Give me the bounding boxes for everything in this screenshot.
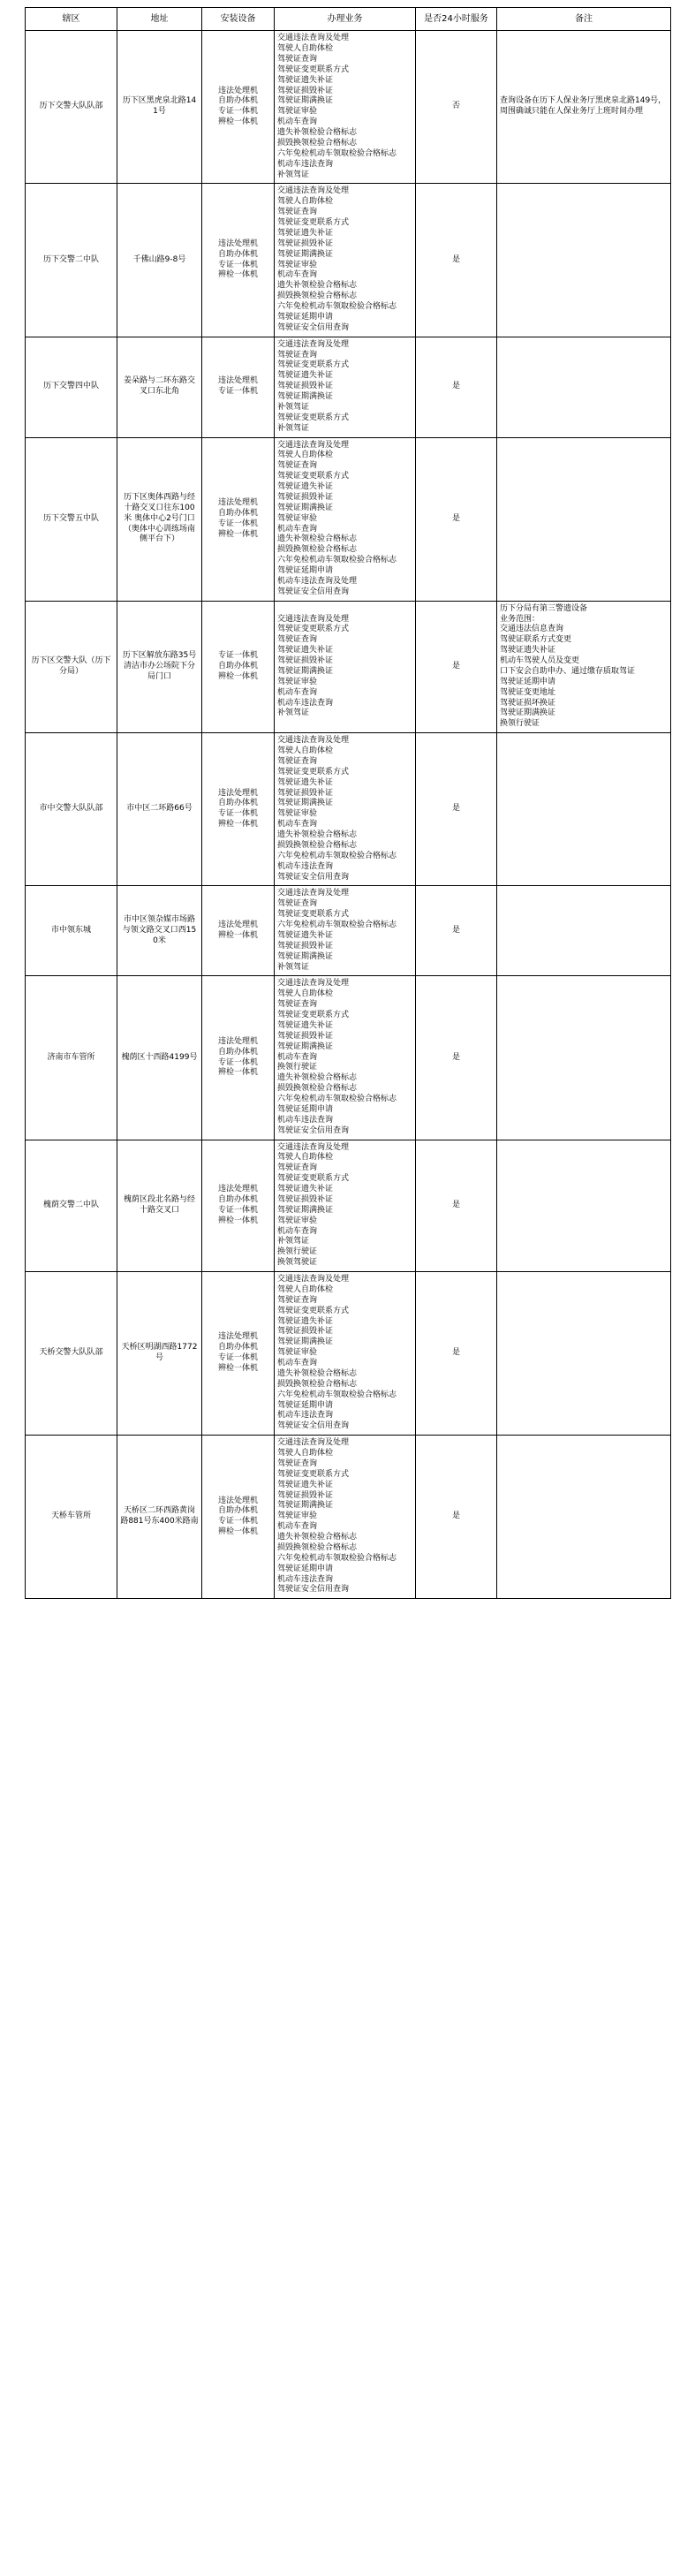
service-points-table (25, 7, 671, 1599)
cell-device: 违法处理机 自助办体机 专证一体机 辨检一体机 (202, 1272, 275, 1436)
column-header-device: 安装设备 (202, 8, 275, 31)
cell-device: 违法处理机 自助办体机 专证一体机 辨检一体机 (202, 1140, 275, 1272)
column-header-district: 辖区 (26, 8, 117, 31)
cell-address: 天桥区二环西路黄岗路881号东400米路南 (117, 1436, 202, 1599)
cell-district: 市中领东城 (26, 886, 117, 976)
cell-address: 历下区黑虎泉北路141号 (117, 31, 202, 184)
cell-address: 市中区二环路66号 (117, 733, 202, 886)
column-header-service: 是否24小时服务 (416, 8, 497, 31)
cell-device: 违法处理机 专证一体机 (202, 337, 275, 437)
cell-business: 交通违法查询及处理 驾驶证查询 驾驶证变更联系方式 六年免检机动车领取检验合格标志 驾驶证遗失补证 驾驶证损毁补证 驾驶证期满换证 补领驾证 (275, 886, 416, 976)
cell-business: 交通违法查询及处理 驾驶人自助体检 驾驶证查询 驾驶证变更联系方式 驾驶证遗失补证 驾驶证损毁补证 驾驶证期满换证 驾驶证审验 机动车查询 遗失补领检验合格标志 损毁换领检验合格标志 六年免检机动车领取检验合格标志 驾驶证延期申请 机动车违法查询及处理 驾驶证安全信用查询 (275, 437, 416, 601)
cell-business: 交通违法查询及处理 驾驶人自助体检 驾驶证查询 驾驶证变更联系方式 驾驶证遗失补证 驾驶证损毁补证 驾驶证期满换证 驾驶证审验 机动车查询 遗失补领检验合格标志 损毁换领检验合格标志 六年免检机动车领取检验合格标志 驾驶证延期申请 驾驶证安全信用查询 (275, 184, 416, 337)
table-row (26, 601, 671, 733)
cell-service: 是 (416, 1140, 497, 1272)
cell-business: 交通违法查询及处理 驾驶人自助体检 驾驶证查询 驾驶证变更联系方式 驾驶证遗失补证 驾驶证损毁补证 驾驶证期满换证 驾驶证审验 机动车查询 遗失补领检验合格标志 损毁换领检验合格标志 六年免检机动车领取检验合格标志 驾驶证延期申请 机动车违法查询 驾驶证安全信用查询 (275, 1272, 416, 1436)
cell-device: 违法处理机 自助办体机 专证一体机 辨检一体机 (202, 437, 275, 601)
cell-address: 天桥区明湖西路1772号 (117, 1272, 202, 1436)
table-row (26, 31, 671, 184)
table-row (26, 1272, 671, 1436)
cell-device: 违法处理机 自助办体机 专证一体机 辨检一体机 (202, 184, 275, 337)
cell-district: 历下交警大队队部 (26, 31, 117, 184)
cell-service: 是 (416, 437, 497, 601)
cell-service: 是 (416, 733, 497, 886)
table-row (26, 886, 671, 976)
cell-service: 是 (416, 1436, 497, 1599)
cell-note (497, 437, 671, 601)
cell-note (497, 733, 671, 886)
cell-business: 交通违法查询及处理 驾驶证变更联系方式 驾驶证查询 驾驶证遗失补证 驾驶证损毁补证 驾驶证期满换证 驾驶证审验 机动车查询 机动车违法查询 补领驾证 (275, 601, 416, 733)
cell-district: 历下交警五中队 (26, 437, 117, 601)
table-header-row (26, 8, 671, 31)
cell-district: 槐荫交警二中队 (26, 1140, 117, 1272)
cell-service: 是 (416, 337, 497, 437)
cell-address: 千佛山路9-8号 (117, 184, 202, 337)
table-row (26, 1436, 671, 1599)
cell-service: 是 (416, 184, 497, 337)
cell-device: 违法处理机 自助办体机 专证一体机 辨检一体机 (202, 31, 275, 184)
cell-note: 历下分局有第三警遗设备 业务范围： 交通违法信息查询 驾驶证联系方式变更 驾驶证遗失补证 机动车驾驶人员及变更 口下安会自助申办、通过缴存质取驾证 驾驶证延期申请 驾驶证变更地址 驾驶证损坏换证 驾驶证期满换证 换领行驶证 (497, 601, 671, 733)
cell-district: 历下交警四中队 (26, 337, 117, 437)
cell-district: 市中交警大队队部 (26, 733, 117, 886)
cell-business: 交通违法查询及处理 驾驶人自助体检 驾驶证查询 驾驶证变更联系方式 驾驶证遗失补证 驾驶证损毁补证 驾驶证期满换证 驾驶证审验 机动车查询 遗失补领检验合格标志 损毁换领检验合格标志 六年免检机动车领取检验合格标志 驾驶证延期申请 机动车违法查询 驾驶证安全信用查询 (275, 1436, 416, 1599)
cell-note (497, 184, 671, 337)
column-header-note: 备注 (497, 8, 671, 31)
cell-district: 历下交警二中队 (26, 184, 117, 337)
table-row (26, 733, 671, 886)
cell-device: 专证一体机 自助办体机 辨检一体机 (202, 601, 275, 733)
table-header (26, 8, 671, 31)
cell-service: 是 (416, 1272, 497, 1436)
cell-business: 交通违法查询及处理 驾驶人自助体检 驾驶证查询 驾驶证变更联系方式 驾驶证遗失补证 驾驶证损毁补证 驾驶证期满换证 驾驶证审验 机动车查询 遗失补领检验合格标志 损毁换领检验合格标志 六年免检机动车领取检验合格标志 机动车违法查询 补领驾证 (275, 31, 416, 184)
cell-note (497, 1436, 671, 1599)
cell-note (497, 337, 671, 437)
cell-device: 违法处理机 自助办体机 专证一体机 辨检一体机 (202, 1436, 275, 1599)
cell-device: 违法处理机 自助办体机 专证一体机 辨检一体机 (202, 733, 275, 886)
cell-service: 否 (416, 31, 497, 184)
cell-business: 交通违法查询及处理 驾驶人自助体检 驾驶证查询 驾驶证变更联系方式 驾驶证遗失补证 驾驶证损毁补证 驾驶证期满换证 驾驶证审验 机动车查询 遗失补领检验合格标志 损毁换领检验合格标志 六年免检机动车领取检验合格标志 机动车违法查询 驾驶证安全信用查询 (275, 733, 416, 886)
cell-district: 济南市车管所 (26, 976, 117, 1140)
table-row (26, 1140, 671, 1272)
column-header-address: 地址 (117, 8, 202, 31)
table-row (26, 184, 671, 337)
cell-business: 交通违法查询及处理 驾驶人自助体检 驾驶证查询 驾驶证变更联系方式 驾驶证遗失补证 驾驶证损毁补证 驾驶证期满换证 驾驶证审验 机动车查询 补领驾证 换领行驶证 换领驾驶证 (275, 1140, 416, 1272)
cell-address: 历下区解放东路35号清洁市办公场院下分局门口 (117, 601, 202, 733)
cell-device: 违法处理机 自助办体机 专证一体机 辨检一体机 (202, 976, 275, 1140)
table-body (26, 31, 671, 1599)
cell-note (497, 886, 671, 976)
cell-business: 交通违法查询及处理 驾驶证查询 驾驶证变更联系方式 驾驶证遗失补证 驾驶证损毁补证 驾驶证期满换证 补领驾证 驾驶证变更联系方式 补领驾证 (275, 337, 416, 437)
cell-note: 查询设备在历下人保业务厅黑虎泉北路149号，周围确诚只能在人保业务厅上班时间办理 (497, 31, 671, 184)
table-row (26, 437, 671, 601)
cell-address: 槐荫区十西路4199号 (117, 976, 202, 1140)
cell-note (497, 1140, 671, 1272)
cell-note (497, 976, 671, 1140)
cell-business: 交通违法查询及处理 驾驶人自助体检 驾驶证查询 驾驶证变更联系方式 驾驶证遗失补证 驾驶证损毁补证 驾驶证期满换证 机动车查询 换领行驶证 遗失补领检验合格标志 损毁换领检验合格标志 六年免检机动车领取检验合格标志 驾驶证延期申请 机动车违法查询 驾驶证安全信用查询 (275, 976, 416, 1140)
table-row (26, 976, 671, 1140)
cell-district: 历下区交警大队（历下分局） (26, 601, 117, 733)
cell-address: 市中区领杂媒市场路与领文路交叉口西150米 (117, 886, 202, 976)
cell-address: 姜朵路与二环东路交叉口东北角 (117, 337, 202, 437)
cell-district: 天桥车管所 (26, 1436, 117, 1599)
cell-service: 是 (416, 601, 497, 733)
cell-service: 是 (416, 976, 497, 1140)
table-row (26, 337, 671, 437)
cell-service: 是 (416, 886, 497, 976)
cell-address: 槐荫区段北名路与经十路交叉口 (117, 1140, 202, 1272)
column-header-business: 办理业务 (275, 8, 416, 31)
cell-district: 天桥交警大队队部 (26, 1272, 117, 1436)
cell-address: 历下区奥体西路与经十路交叉口往东100米 奥体中心2号门口（奥体中心训练场南侧平台下） (117, 437, 202, 601)
cell-device: 违法处理机 辨检一体机 (202, 886, 275, 976)
cell-note (497, 1272, 671, 1436)
